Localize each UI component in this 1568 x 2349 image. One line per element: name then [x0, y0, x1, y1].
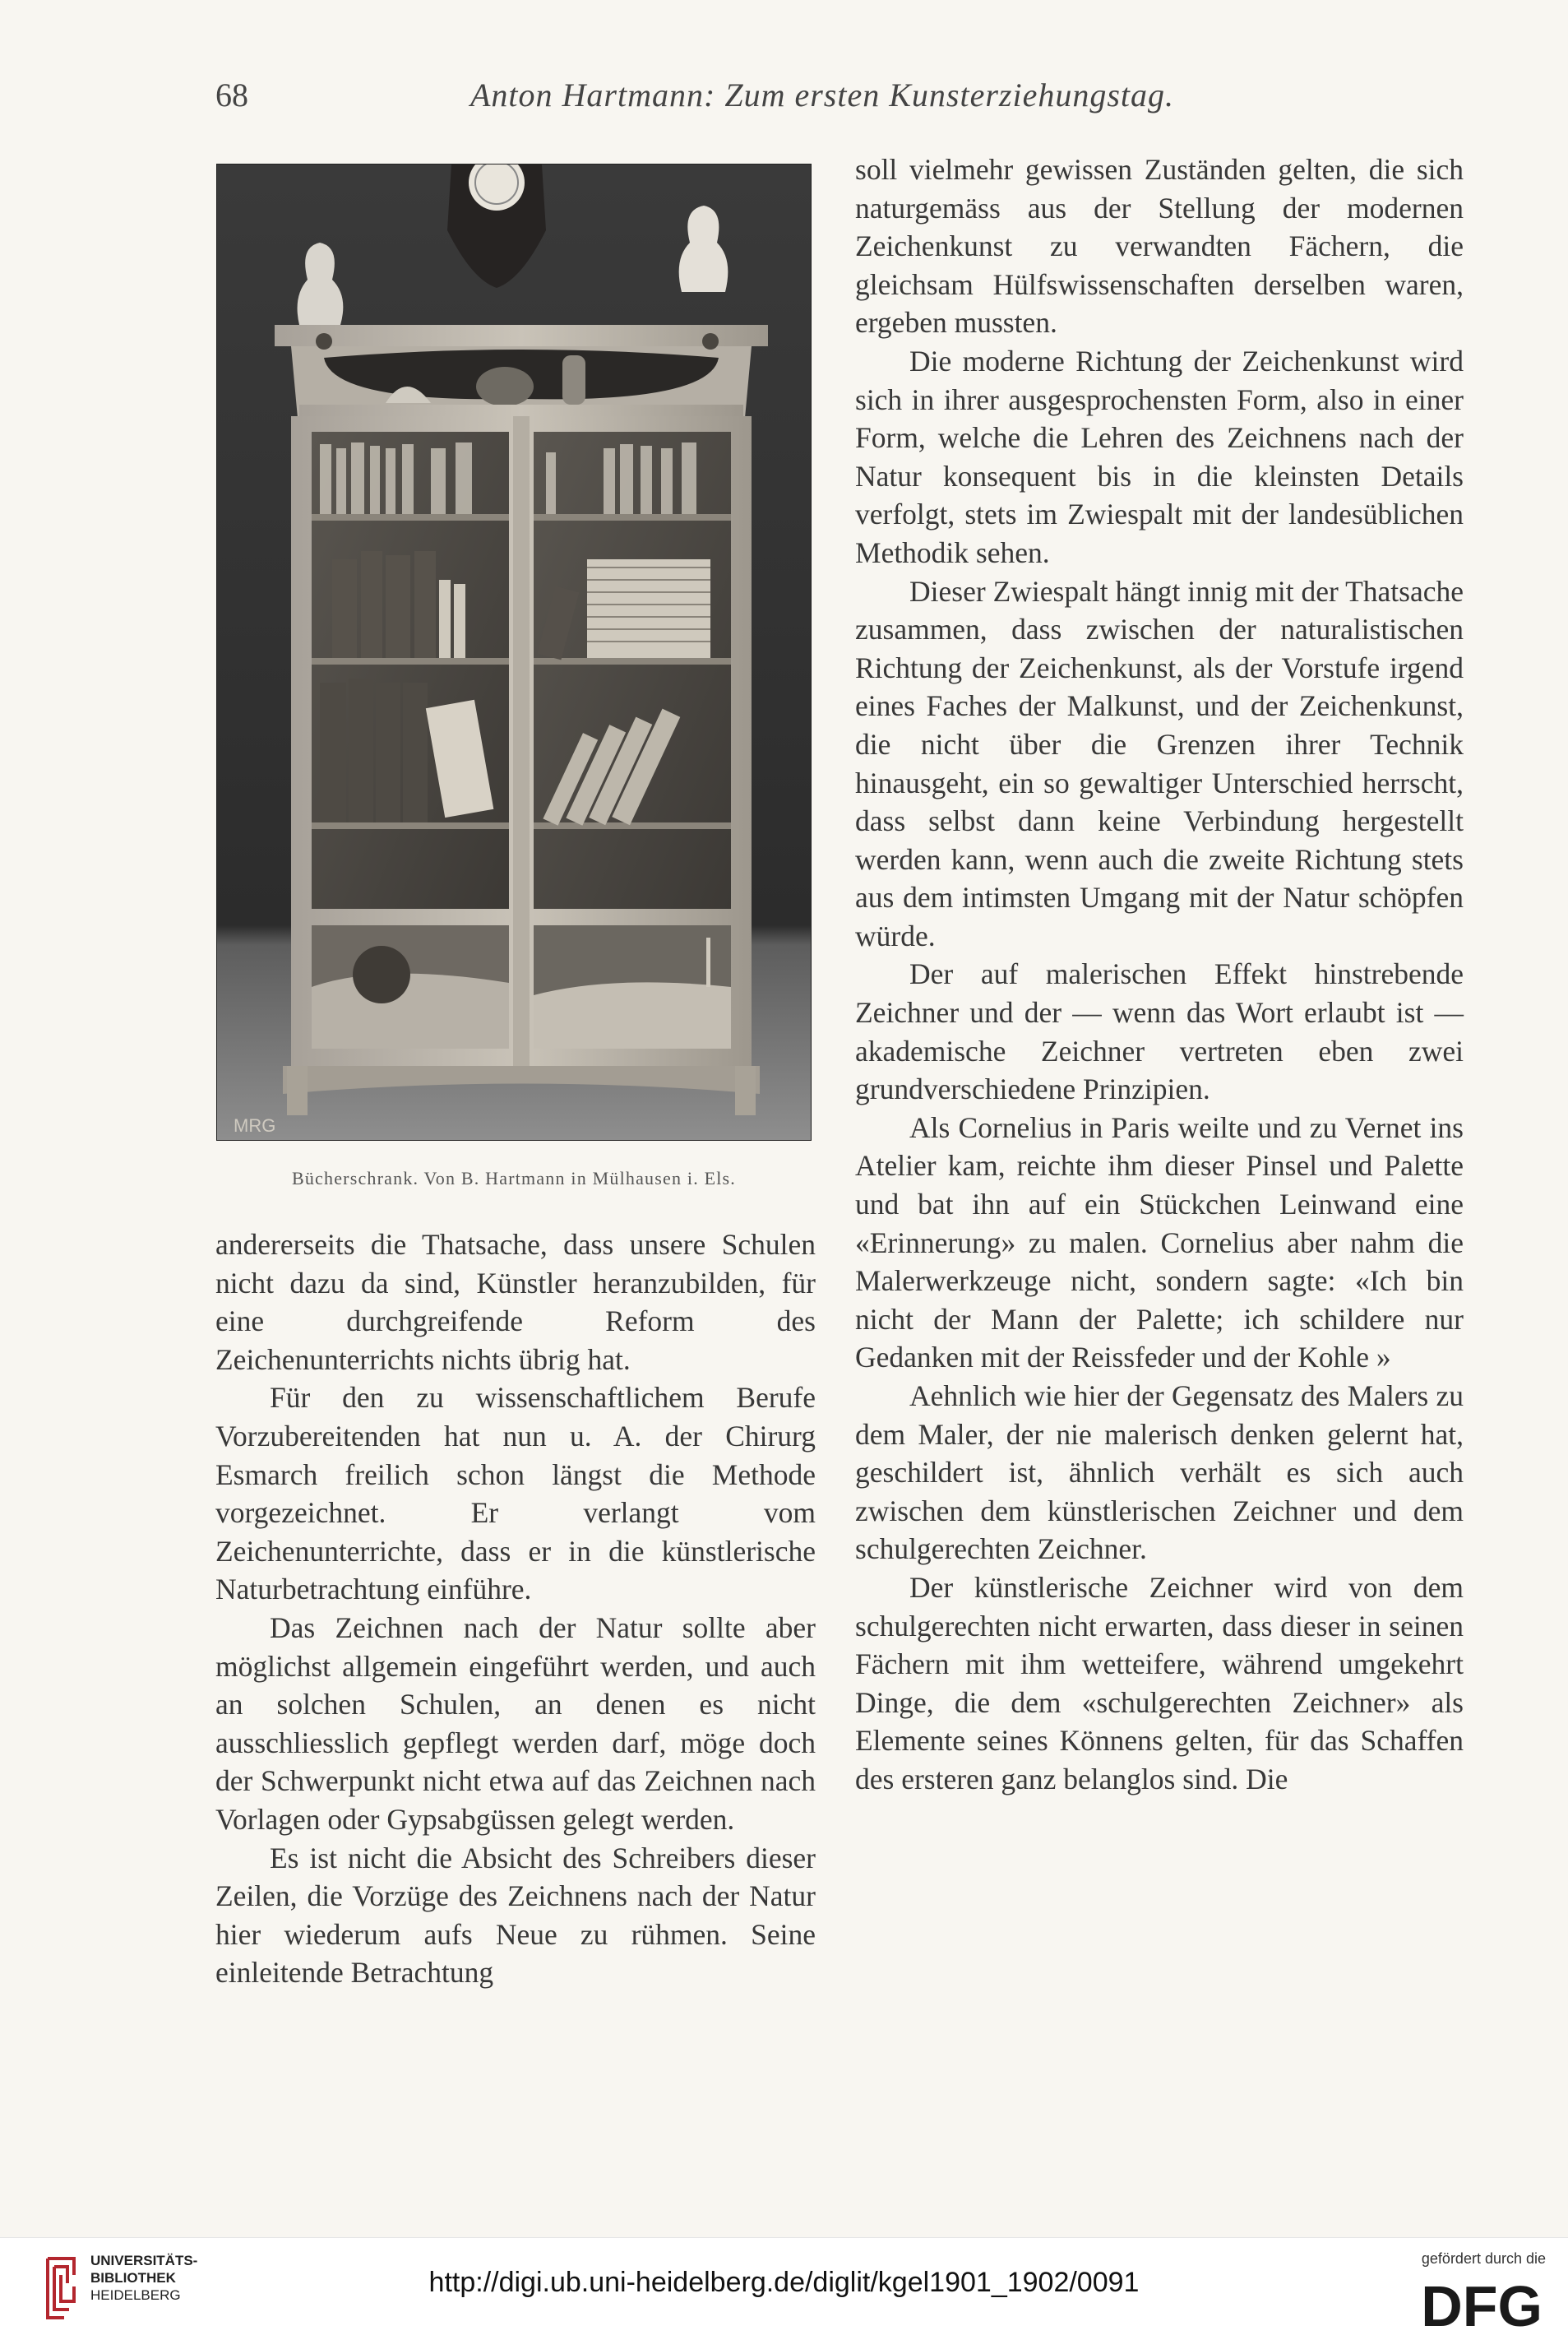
figure-caption: Bücherschrank. Von B. Hartmann in Mülhausen i. Els. — [291, 1168, 737, 1188]
paragraph: Der auf malerischen Effekt hinstrebende Zeichner und der — wenn das Wort erlaubt ist — akademische Zeichner vertreten eben zwei grundverschiedene Prinzipien. — [855, 957, 1464, 1106]
paragraph: Das Zeichnen nach der Natur sollte aber möglichst allgemein eingeführt werden, und auch an solchen Schulen, an denen es nicht ausschliesslich gepflegt werden darf, möge doch der Schwerpunkt nicht etwa auf das Zeichnen nach Vorlagen oder Gypsabgüssen gelegt werden. — [215, 1610, 816, 1836]
paragraph: Dieser Zwiespalt hängt innig mit der Thatsache zusammen, dass zwischen der naturalistischen Richtung der Zeichenkunst, als der Vorstufe irgend eines Faches der Malkunst, und der Zeichenkunst, die nicht über die Grenzen ihrer Technik hinausgeht, ein so gewaltiger Unterschied herrscht, dass selbst dann keine Verbindung hergestellt werden kann, wenn auch die zweite Richtung stets aus dem intimsten Umgang mit der Natur schöpfen würde. — [855, 574, 1464, 952]
paragraph: Der künstlerische Zeichner wird von dem schulgerechten nicht erwarten, dass dieser in seinen Fächern mit ihm wetteifere, während umgekehrt Dinge, die dem «schulgerechten Zeichner» als Elemente seines Könnens gelten, für das Schaffen des ersteren ganz belanglos sind. Die — [855, 1570, 1464, 1795]
paragraph: andererseits die Thatsache, dass unsere Schulen nicht dazu da sind, Künstler heranzubilden, für eine durchgreifende Reform des Zeichenunterrichts nichts übrig hat. — [215, 1228, 816, 1376]
page-number: 68 — [215, 76, 248, 114]
paragraph: soll vielmehr gewissen Zuständen gelten, die sich naturgemäss aus der Stellung der modernen Zeichenkunst zu verwandten Fächern, die gleichsam Hülfswissenschaften derselben waren, ergeben mussten. — [855, 153, 1464, 340]
right-column-text — [855, 151, 1464, 1799]
running-title: Anton Hartmann: Zum ersten Kunsterziehungstag. — [470, 76, 1174, 114]
paragraph: Für den zu wissenschaftlichem Berufe Vorzubereitenden hat nun u. A. der Chirurg Esmarch freilich schon längst die Methode vorgezeichnet. Er verlangt vom Zeichenunterrichte, dass er in die künstlerische Naturbetrachtung einführe. — [215, 1381, 816, 1606]
svg-text:DFG: DFG — [1421, 2275, 1543, 2333]
figure-signature: MRG — [234, 1115, 276, 1136]
source-url-link[interactable]: http://digi.ub.uni-heidelberg.de/diglit/kgel1901_1902/0091 — [428, 2267, 1140, 2298]
dfg-logo-icon — [1398, 2275, 1546, 2333]
paragraph: Die moderne Richtung der Zeichenkunst wird sich in ihrer ausgesprochensten Form, also in einer Form, welche die Lehren des Zeichnens nach der Natur konsequent bis in die kleinsten Details verfolgt, stets im Zwiespalt mit der landesüblichen Methodik sehen. — [855, 344, 1464, 569]
paragraph: Als Cornelius in Paris weilte und zu Vernet ins Atelier kam, reichte ihm dieser Pinsel und Palette und bat ihn auf ein Stückchen Leinwand eine «Erinnerung» zu malen. Cornelius aber nahm die Malerwerkzeuge nicht, sondern sagte: «Ich bin nicht der Mann der Palette; ich schildere nur Gedanken mit der Reissfeder und der Kohle » — [855, 1110, 1464, 1374]
library-name: UNIVERSITÄTS- BIBLIOTHEK HEIDELBERG — [90, 2253, 198, 2303]
bookcase-photograph — [217, 164, 811, 1140]
paragraph: Es ist nicht die Absicht des Schreibers dieser Zeilen, die Vorzüge des Zeichnens nach der Natur hier wiederum aufs Neue zu rühmen. Seine einleitende Betrachtung — [215, 1841, 816, 1990]
paragraph: Aehnlich wie hier der Gegensatz des Malers zu dem Maler, der nie malerisch denken gelernt hat, geschildert ist, ähnlich verhält es sich auch zwischen dem künstlerischen Zeichner und dem schulgerechten Zeichner. — [855, 1379, 1464, 1566]
funding-note: gefördert durch die — [1421, 2250, 1546, 2267]
left-column-text — [215, 1225, 816, 1992]
